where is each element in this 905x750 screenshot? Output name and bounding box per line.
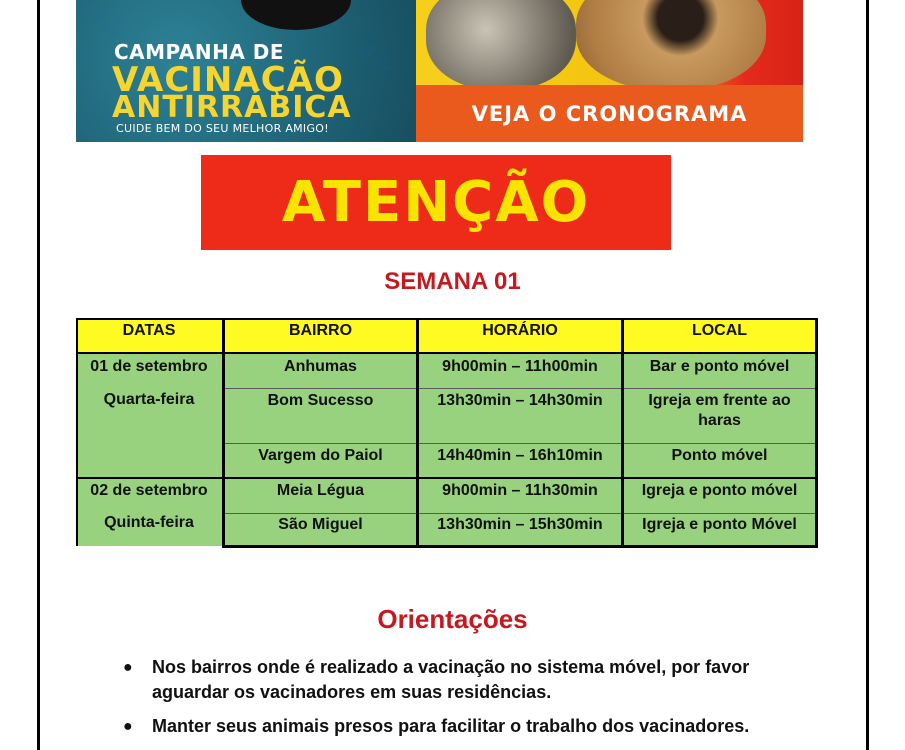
bairro-cell: Vargem do Paiol bbox=[225, 443, 416, 478]
orientations-list bbox=[123, 655, 823, 748]
page-border-left bbox=[37, 0, 40, 750]
bullet-icon: ● bbox=[123, 659, 133, 676]
bairro-cell: São Miguel bbox=[225, 513, 416, 546]
header-datas: DATAS bbox=[76, 318, 222, 353]
table-border-bottom bbox=[222, 545, 818, 548]
column-divider bbox=[222, 318, 225, 548]
local-cell: Igreja e ponto móvel bbox=[624, 478, 815, 513]
table-border-right bbox=[815, 318, 818, 548]
attention-text: ATENÇÃO bbox=[281, 170, 591, 235]
local-cell: Igreja em frente ao haras bbox=[624, 388, 815, 443]
week-title: SEMANA 01 bbox=[384, 268, 521, 295]
horario-cell: 14h40min – 16h10min bbox=[419, 443, 621, 478]
paw-icon: 🐾 bbox=[86, 5, 124, 40]
column-divider bbox=[621, 318, 624, 548]
header-horario: HORÁRIO bbox=[419, 318, 621, 353]
row-divider bbox=[225, 513, 818, 514]
orientation-text: Nos bairros onde é realizado a vacinação no sistema móvel, por favor aguardar os vacinadores em suas residências. bbox=[152, 657, 750, 702]
date-group bbox=[76, 478, 222, 546]
horario-cell: 13h30min – 15h30min bbox=[419, 513, 621, 546]
header-divider bbox=[76, 352, 818, 354]
horario-cell: 9h00min – 11h30min bbox=[419, 478, 621, 513]
banner-slogan: CUIDE BEM DO SEU MELHOR AMIGO! bbox=[116, 122, 329, 135]
paw-icon: 🐾 bbox=[356, 40, 394, 75]
orientation-item bbox=[123, 714, 823, 739]
weekday-label: Quinta-feira bbox=[104, 514, 194, 531]
header-local: LOCAL bbox=[624, 318, 815, 353]
dog-image bbox=[576, 0, 766, 90]
banner-line-3: ANTIRRÁBICA bbox=[112, 90, 352, 125]
bairro-cell: Bom Sucesso bbox=[225, 388, 416, 443]
date-label: 02 de setembro bbox=[90, 482, 208, 499]
banner-line-2: VACINAÇÃO bbox=[112, 60, 344, 100]
paw-icon: 🐾 bbox=[81, 95, 119, 130]
schedule-cta: VEJA O CRONOGRAMA bbox=[416, 85, 803, 142]
row-divider bbox=[225, 388, 818, 389]
orientations-title: Orientações bbox=[377, 604, 528, 634]
attention-box bbox=[201, 155, 671, 250]
horario-cell: 13h30min – 14h30min bbox=[419, 388, 621, 443]
table-border-left bbox=[76, 318, 78, 546]
local-cell: Bar e ponto móvel bbox=[624, 353, 815, 388]
page-border-right bbox=[866, 0, 869, 750]
row-divider bbox=[225, 443, 818, 444]
orientation-item bbox=[123, 655, 823, 705]
local-cell: Igreja e ponto Móvel bbox=[624, 513, 815, 546]
schedule-table bbox=[76, 318, 818, 548]
bullet-icon: ● bbox=[123, 718, 133, 735]
bairro-cell: Anhumas bbox=[225, 353, 416, 388]
pets-photo bbox=[416, 0, 803, 85]
header-bairro: BAIRRO bbox=[225, 318, 416, 353]
paw-logo-icon bbox=[241, 0, 351, 30]
column-divider bbox=[416, 318, 419, 548]
table-border-top bbox=[76, 318, 818, 320]
cat-image bbox=[426, 0, 576, 90]
banner-text-panel bbox=[76, 0, 416, 142]
banner-line-1: CAMPANHA DE bbox=[114, 40, 285, 64]
orientation-text: Manter seus animais presos para facilitar o trabalho dos vacinadores. bbox=[152, 716, 750, 736]
local-cell: Ponto móvel bbox=[624, 443, 815, 478]
group-divider bbox=[76, 477, 818, 479]
date-group bbox=[76, 353, 222, 478]
bairro-cell: Meia Légua bbox=[225, 478, 416, 513]
campaign-banner bbox=[76, 0, 803, 142]
horario-cell: 9h00min – 11h00min bbox=[419, 353, 621, 388]
date-label: 01 de setembro bbox=[90, 358, 208, 375]
weekday-label: Quarta-feira bbox=[103, 391, 195, 408]
